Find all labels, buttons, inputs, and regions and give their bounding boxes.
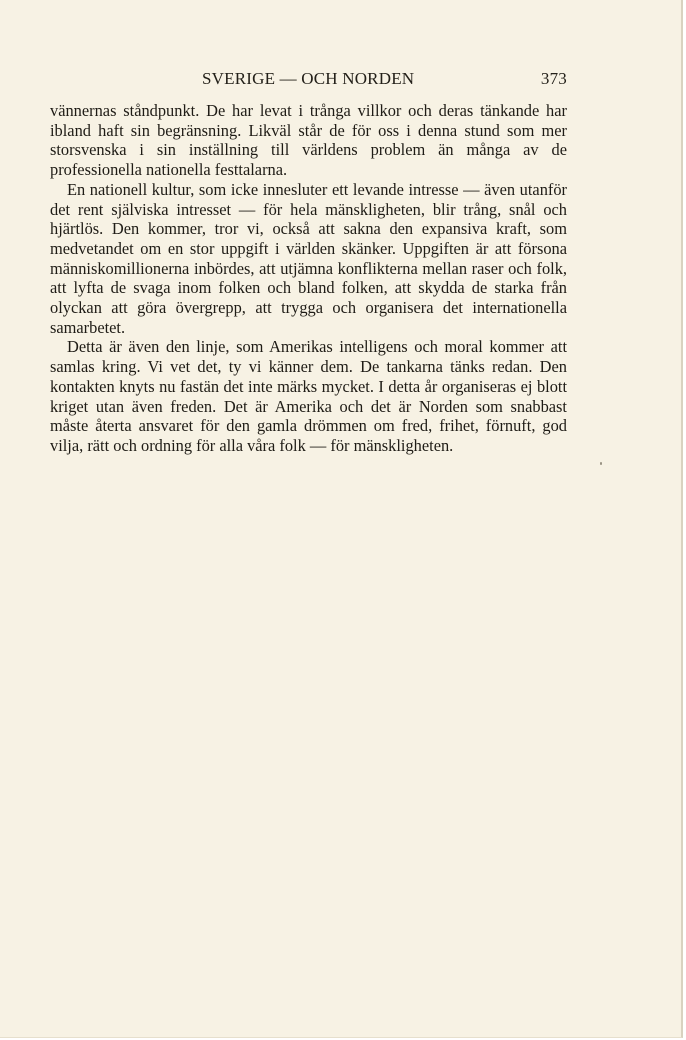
paragraph: vännernas ståndpunkt. De har levat i trånga villkor och deras tänkande har ibland haft sin begränsning. Likväl står de för oss i denna stund som mer storsvenska i sin inställning till världens problem än många av de professionella nationella festtalarna. <box>50 101 567 180</box>
page-number: 373 <box>540 69 567 88</box>
paragraph: En nationell kultur, som icke innesluter ett levande intresse — även utanför det rent själviska intresset — för hela mänskligheten, blir trång, snål och hjärtlös. Den kommer, tror vi, också att sakna den expansiva kraft, som medvetandet om en stor uppgift i världen skänker. Uppgiften är att försona människomillionerna inbördes, att utjämna konflikterna mellan raser och folk, att lyfta de svaga inom folken och bland folken, att skydda de starka från olyckan att göra övergrepp, att trygga och organisera det internationella samarbetet. <box>50 179 567 337</box>
page-header <box>50 69 567 91</box>
paragraph: Detta är även den linje, som Amerikas intelligens och moral kommer att samlas kring. Vi vet det, ty vi känner dem. De tankarna tänks redan. Den kontakten knyts nu fastän det inte märks mycket. I detta år organiseras ej blott kriget utan även freden. Det är Amerika och det är Norden som snabbast måste återta ansvaret för den gamla drömmen om fred, frihet, förnuft, god vilja, rätt och ordning för alla våra folk — för mänskligheten. <box>50 337 567 455</box>
running-title: SVERIGE — OCH NORDEN <box>202 69 415 88</box>
paper-speck <box>600 462 602 465</box>
body-text <box>50 101 567 456</box>
